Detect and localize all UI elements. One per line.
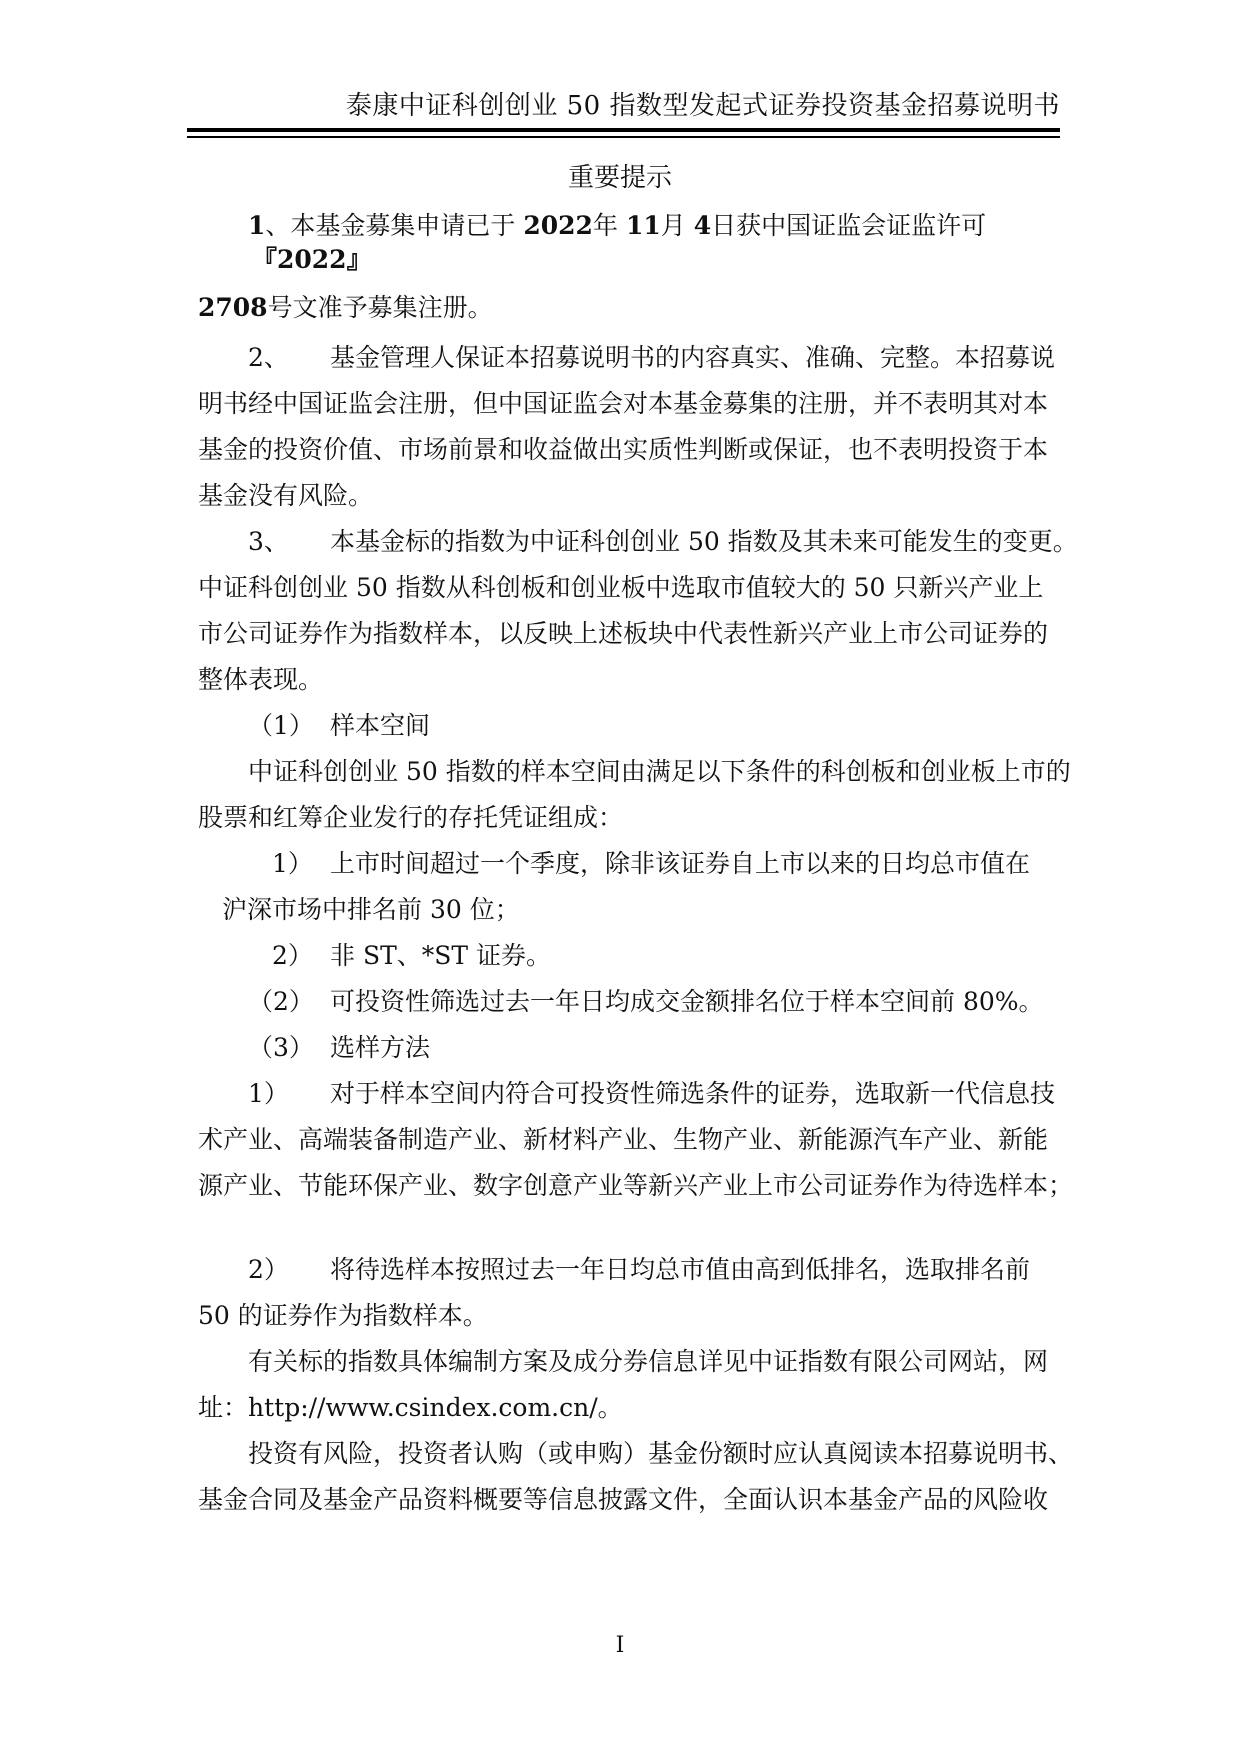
- running-header: 泰康中证科创创业 50 指数型发起式证券投资基金招募说明书: [345, 91, 1060, 121]
- risk-line2: 基金合同及基金产品资料概要等信息披露文件，全面认识本基金产品的风险收: [198, 1485, 1049, 1514]
- item1-text3: 月: [660, 211, 686, 240]
- item1-number: 1: [248, 211, 266, 240]
- header-rule-thin: [187, 136, 1060, 138]
- item2-line4: 基金没有风险。: [198, 481, 374, 510]
- item3-label: 3、: [248, 527, 289, 556]
- selection-step1-line2: 术产业、高端装备制造产业、新材料产业、生物产业、新能源汽车产业、新能: [198, 1125, 1049, 1154]
- sample-space-label: （1）: [248, 711, 314, 740]
- item2-label: 2、: [248, 343, 289, 372]
- item3-line2: 中证科创创业 50 指数从科创板和创业板中选取市值较大的 50 只新兴产业上: [198, 573, 1044, 602]
- selection-step1-line3: 源产业、节能环保产业、数字创意产业等新兴产业上市公司证券作为待选样本；: [198, 1171, 1074, 1200]
- website-line2: 址：http://www.csindex.com.cn/。: [198, 1393, 623, 1422]
- item1-bracket: 『2022』: [252, 245, 372, 274]
- item3-line1: 本基金标的指数为中证科创创业 50 指数及其未来可能发生的变更。: [330, 527, 1078, 556]
- condition1-label: 1）: [272, 849, 313, 878]
- condition1-line1: 上市时间超过一个季度，除非该证券自上市以来的日均总市值在: [330, 849, 1031, 878]
- item1-line1: [248, 210, 986, 242]
- selection-step1-label: 1）: [248, 1079, 289, 1108]
- selection-step2-line1: 将待选样本按照过去一年日均总市值由高到低排名，选取排名前: [330, 1255, 1031, 1284]
- screening-text: 可投资性筛选过去一年日均成交金额排名位于样本空间前 80%。: [330, 987, 1044, 1016]
- item2-line2: 明书经中国证监会注册，但中国证监会对本基金募集的注册，并不表明其对本: [198, 389, 1049, 418]
- item1-month: 11: [625, 211, 661, 240]
- item1-year: 2022: [523, 211, 593, 240]
- item3-line4: 整体表现。: [198, 665, 324, 694]
- selection-label: （3）: [248, 1033, 314, 1062]
- selection-step2-label: 2）: [248, 1255, 289, 1284]
- screening-label: （2）: [248, 987, 314, 1016]
- selection-title: 选样方法: [330, 1033, 431, 1062]
- page-number: I: [615, 1633, 625, 1658]
- sample-space-para1: 中证科创创业 50 指数的样本空间由满足以下条件的科创板和创业板上市的: [248, 757, 1071, 786]
- item1-text5: 号文准予募集注册。: [267, 293, 493, 322]
- item1-text1: 、本基金募集申请已于: [265, 211, 516, 240]
- sample-space-para2: 股票和红筹企业发行的存托凭证组成：: [198, 803, 624, 832]
- item1-day: 4: [693, 211, 712, 240]
- item1-text2: 年: [592, 211, 618, 240]
- item1-text4: 日获中国证监会证监许可: [711, 211, 987, 240]
- item1-line3: [198, 292, 493, 324]
- selection-step1-line1: 对于样本空间内符合可投资性筛选条件的证券，选取新一代信息技: [330, 1079, 1056, 1108]
- item1-docno: 2708: [198, 293, 268, 322]
- risk-line1: 投资有风险，投资者认购（或申购）基金份额时应认真阅读本招募说明书、: [248, 1439, 1074, 1468]
- item2-line1: 基金管理人保证本招募说明书的内容真实、准确、完整。本招募说: [330, 343, 1056, 372]
- item2-line3: 基金的投资价值、市场前景和收益做出实质性判断或保证，也不表明投资于本: [198, 435, 1049, 464]
- selection-step2-line2: 50 的证券作为指数样本。: [198, 1301, 488, 1330]
- website-line1: 有关标的指数具体编制方案及成分券信息详见中证指数有限公司网站，网: [248, 1347, 1049, 1376]
- header-rule-thick: [187, 128, 1060, 132]
- condition1-line2: 沪深市场中排名前 30 位；: [222, 895, 520, 924]
- sample-space-title: 样本空间: [330, 711, 431, 740]
- section-title: 重要提示: [567, 163, 672, 193]
- condition2-label: 2）: [272, 941, 313, 970]
- item3-line3: 市公司证券作为指数样本，以反映上述板块中代表性新兴产业上市公司证券的: [198, 619, 1049, 648]
- condition2-text: 非 ST、*ST 证券。: [330, 941, 551, 970]
